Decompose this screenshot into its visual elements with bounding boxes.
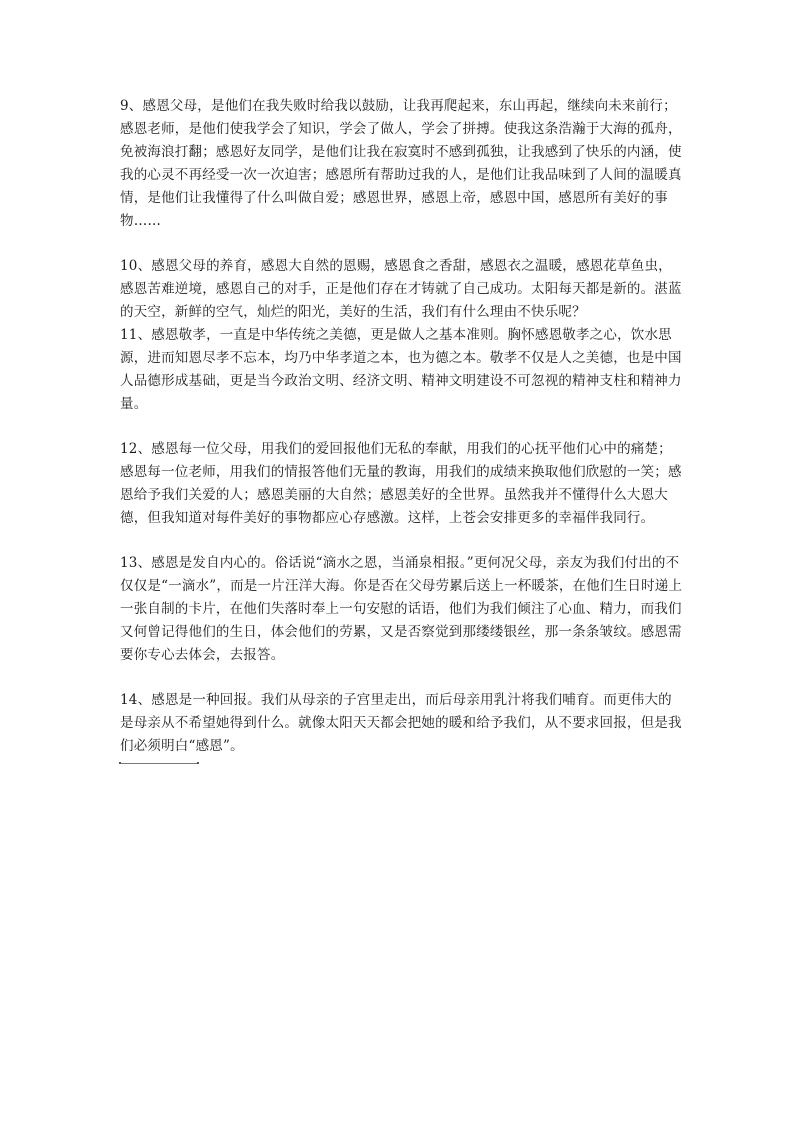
divider-end-dot — [197, 762, 199, 764]
paragraph-gap — [120, 416, 685, 438]
document-body — [120, 95, 685, 758]
divider-end-dot — [119, 762, 121, 764]
paragraph-10: 10、感恩父母的养育，感恩大自然的恩赐，感恩食之香甜，感恩衣之温暖，感恩花草鱼虫，感恩苦难逆境，感恩自己的对手，正是他们存在才铸就了自己成功。太阳每天都是新的。湛蓝的天空，新鲜的空气，灿烂的阳光，美好的生活，我们有什么理由不快乐呢？ — [120, 258, 682, 320]
paragraph-12: 12、感恩每一位父母，用我们的爱回报他们无私的奉献，用我们的心抚平他们心中的痛楚；感恩每一位老师，用我们的情报答他们无量的教诲，用我们的成绩来换取他们欣慰的一笑；感恩给予我们关爱的人；感恩美丽的大自然；感恩美好的全世界。虽然我并不懂得什么大恩大德，但我知道对每件美好的事物都应心存感激。这样，上苍会安排更多的幸福伴我同行。 — [120, 441, 682, 526]
paragraph-9: 9、感恩父母，是他们在我失败时给我以鼓励，让我再爬起来，东山再起，继续向未来前行；感恩老师，是他们使我学会了知识，学会了做人，学会了拼搏。使我这条浩瀚于大海的孤舟，免被海浪打翻；感恩好友同学，是他们让我在寂寞时不感到孤独，让我感到了快乐的内涵，使我的心灵不再经受一次一次迫害；感恩所有帮助过我的人，是他们让我品味到了人间的温暖真情，是他们让我懂得了什么叫做自爱；感恩世界，感恩上帝，感恩中国，感恩所有美好的事物…… — [120, 98, 682, 229]
paragraph-gap — [120, 530, 685, 552]
paragraph-11: 11、感恩敬孝，一直是中华传统之美德，更是做人之基本准则。胸怀感恩敬孝之心，饮水思源，进而知恩尽孝不忘本，均乃中华孝道之本，也为德之本。敬孝不仅是人之美德，也是中国人品德形成基础，更是当今政治文明、经济文明、精神文明建设不可忽视的精神支柱和精神力量。 — [120, 327, 682, 412]
footer-divider — [120, 763, 198, 764]
paragraph-13: 13、感恩是发自内心的。俗话说“滴水之恩，当涌泉相报。”更何况父母，亲友为我们付出的不仅仅是“一滴水”，而是一片汪洋大海。你是否在父母劳累后送上一杯暖茶，在他们生日时递上一张自制的卡片，在他们失落时奉上一句安慰的话语，他们为我们倾注了心血、精力，而我们又何曾记得他们的生日，体会他们的劳累，又是否察觉到那缕缕银丝，那一条条皱纹。感恩需要你专心去体会，去报答。 — [120, 555, 683, 663]
paragraph-gap — [120, 233, 685, 255]
paragraph-gap — [120, 667, 685, 689]
paragraph-14: 14、感恩是一种回报。我们从母亲的子宫里走出，而后母亲用乳汁将我们哺育。而更伟大的是母亲从不希望她得到什么。就像太阳天天都会把她的暖和给予我们，从不要求回报，但是我们必须明白“感恩”。 — [120, 692, 682, 754]
